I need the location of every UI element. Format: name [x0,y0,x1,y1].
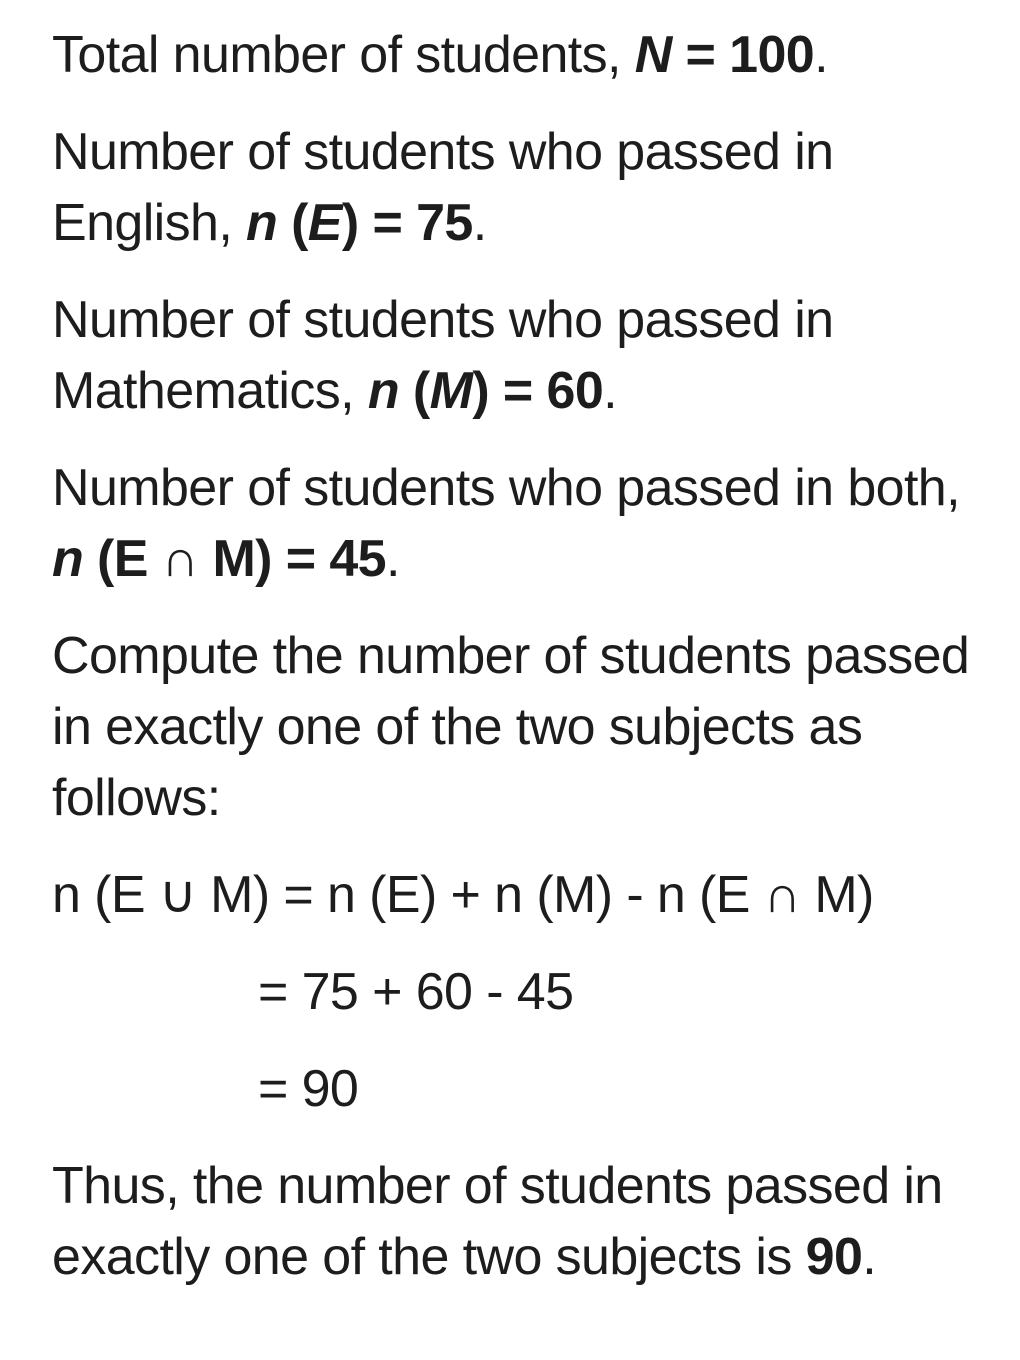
equation-union-formula-line [52,860,1020,931]
text-run: Number of students who passed in [52,291,834,349]
equation-result [258,1054,1020,1125]
text-run: N [634,26,672,84]
equation-result-line [258,1054,1020,1125]
conclusion-line [52,1151,1020,1222]
text-run: ) = 75 [341,194,473,252]
text-run: M [429,362,473,420]
text-run: Total number of students, [52,26,635,84]
equation-substituted-values [258,957,1020,1028]
given-passed-english-line [52,117,1020,188]
text-run: ( [399,362,430,420]
equation-substituted-values-line [258,957,1020,1028]
text-run: Compute the number of students passed [52,627,970,685]
text-run: n [52,530,84,588]
text-run: Number of students who passed in [52,123,834,181]
text-run: Number of students who passed in both, [52,459,960,517]
text-run: ) = 60 [472,362,604,420]
text-run: . [862,1228,877,1286]
text-run: English, [52,194,247,252]
given-passed-english [52,117,1020,259]
compute-instruction-line [52,621,1020,692]
solution-text [52,20,1020,1293]
text-run: . [814,26,828,84]
given-passed-both-line [52,524,1020,595]
text-run: . [603,362,618,420]
text-run: Mathematics, [52,362,368,420]
given-passed-english-line [52,188,1020,259]
text-run: follows: [52,769,221,827]
text-run: n (E ∪ M) = n (E) + n (M) - n (E ∩ M) [52,866,874,924]
compute-instruction [52,621,1020,834]
given-passed-both-line [52,453,1020,524]
text-run: in exactly one of the two subjects as [52,698,863,756]
text-run: n [246,194,278,252]
text-run: exactly one of the two subjects is [52,1228,806,1286]
text-run: Thus, the number of students passed in [52,1157,943,1215]
compute-instruction-line [52,763,1020,834]
equation-union-formula [52,860,1020,931]
text-run: . [386,530,400,588]
text-run: ( [277,194,308,252]
text-run: = 100 [671,26,815,84]
text-run: (E ∩ M) = 45 [83,530,387,588]
text-run: E [307,194,342,252]
text-run: n [367,362,400,420]
text-run: = 90 [258,1060,359,1118]
compute-instruction-line [52,692,1020,763]
text-run: = 75 + 60 - 45 [258,963,574,1021]
given-passed-mathematics-line [52,356,1020,427]
given-total-students [52,20,1020,91]
given-passed-mathematics [52,285,1020,427]
given-total-students-line [52,20,1020,91]
given-passed-both [52,453,1020,595]
conclusion [52,1151,1020,1293]
text-run: 90 [805,1228,863,1286]
text-run: . [472,194,487,252]
given-passed-mathematics-line [52,285,1020,356]
conclusion-line [52,1222,1020,1293]
